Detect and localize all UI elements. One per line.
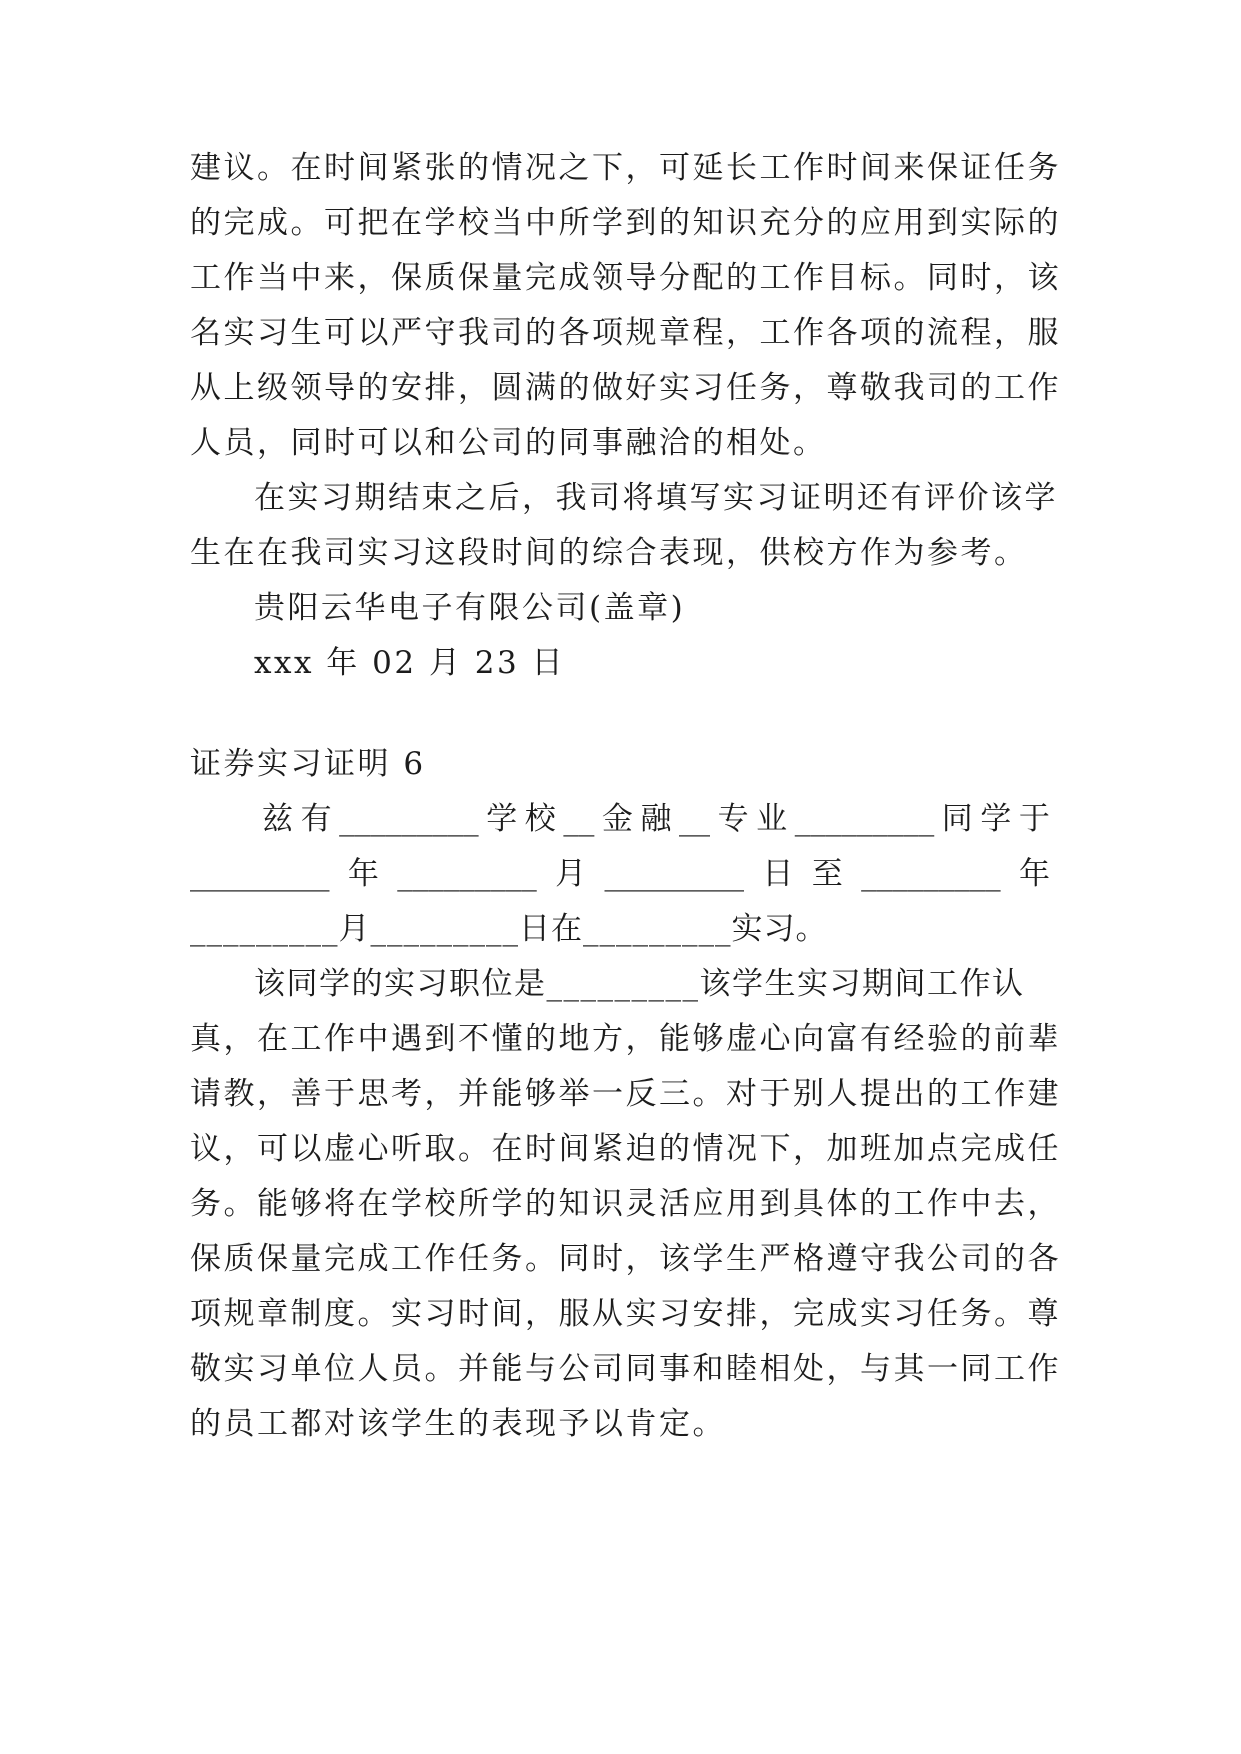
paragraph-line: 项规章制度。实习时间，服从实习安排，完成实习任务。尊 xyxy=(190,1296,1061,1332)
paragraph-line: 务。能够将在学校所学的知识灵活应用到具体的工作中去， xyxy=(190,1186,1061,1222)
paragraph-line: 名实习生可以严守我司的各项规章程，工作各项的流程，服 xyxy=(190,315,1061,351)
paragraph-line: 真，在工作中遇到不懂的地方，能够虚心向富有经验的前辈 xyxy=(190,1021,1061,1057)
form-line-school-major: 兹 有 _________ 学 校 __ 金 融 __ 专 业 _________ 同 学 于 xyxy=(262,801,1050,837)
paragraph-line: 议，可以虚心听取。在时间紧迫的情况下，加班加点完成任 xyxy=(190,1131,1061,1167)
paragraph-line: 在实习期结束之后，我司将填写实习证明还有评价该学 xyxy=(254,480,1058,516)
section-title: 证券实习证明 6 xyxy=(190,746,426,782)
form-line-dates: _________ 年 _________ 月 _________ 日 至 _________ 年 xyxy=(190,856,1050,892)
paragraph-line: 敬实习单位人员。并能与公司同事和睦相处，与其一同工作 xyxy=(190,1351,1061,1387)
paragraph-line: 工作当中来，保质保量完成领导分配的工作目标。同时，该 xyxy=(190,260,1061,296)
company-stamp-text: 贵阳云华电子有限公司(盖章) xyxy=(254,590,686,626)
signature-date: xxx 年 02 月 23 日 xyxy=(254,645,566,681)
form-line-internship: _________月_________日在_________实习。 xyxy=(190,911,828,947)
paragraph-line: 该同学的实习职位是_________该学生实习期间工作认 xyxy=(254,966,1025,1002)
paragraph-line: 从上级领导的安排，圆满的做好实习任务，尊敬我司的工作 xyxy=(190,370,1061,406)
paragraph-line: 人员，同时可以和公司的同事融洽的相处。 xyxy=(190,425,827,461)
paragraph-line: 生在在我司实习这段时间的综合表现，供校方作为参考。 xyxy=(190,535,1028,571)
paragraph-line: 的完成。可把在学校当中所学到的知识充分的应用到实际的 xyxy=(190,205,1061,241)
paragraph-line: 请教，善于思考，并能够举一反三。对于别人提出的工作建 xyxy=(190,1076,1061,1112)
paragraph-line: 保质保量完成工作任务。同时，该学生严格遵守我公司的各 xyxy=(190,1241,1061,1277)
paragraph-line: 的员工都对该学生的表现予以肯定。 xyxy=(190,1406,726,1442)
paragraph-line: 建议。在时间紧张的情况之下，可延长工作时间来保证任务 xyxy=(190,150,1061,186)
